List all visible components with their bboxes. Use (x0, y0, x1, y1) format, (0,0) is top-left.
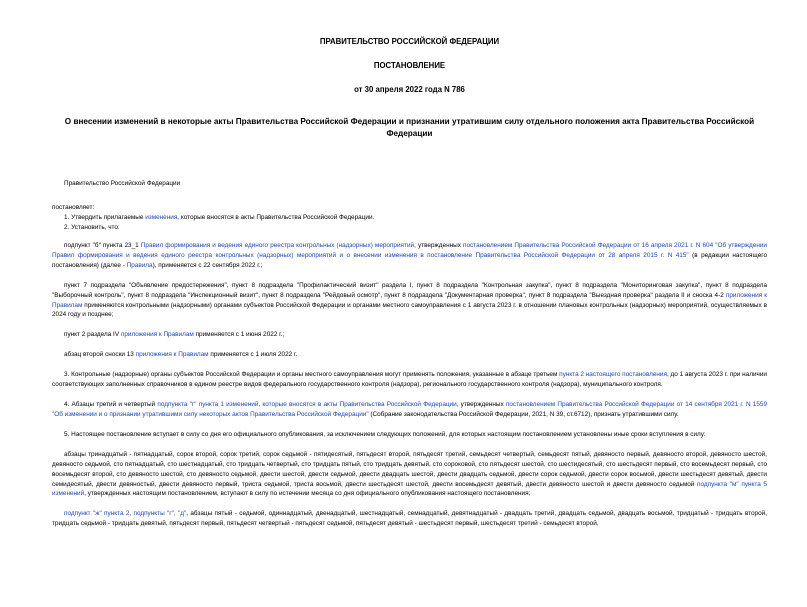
text: пункт 7 подраздела "Объявление предостережения", пункт 8 подраздела "Профилактический визит" раздела I, пункт 8 подраздела "Контрольная закупка", пункт 8 подраздела "Мониторинговая закупка", пункт 8 подраздела "Выборочный контроль", пункт 8 подраздела "Инспекционный визит", пункт 8 подраздела "Рейдовый осмотр", пункт 8 подраздела "Документарная проверка", пункт 8 подраздела "Выездная проверка" раздела II и сноска 4-2 (52, 281, 767, 299)
paragraph-2: 2. Установить, что: (64, 223, 120, 231)
decrees-line: постановляет: (52, 204, 95, 212)
text: , утвержденных (414, 241, 463, 249)
paragraph-6 (52, 350, 767, 360)
text: (Собрание законодательства Российской Федерации, 2021, N 39, ст.6712), признать утратившими силу. (368, 410, 679, 418)
link-subpoint-m[interactable]: подпункта "м" пункта 5 изменений (52, 480, 767, 498)
link-rules-appendix[interactable]: приложения к Правилам (135, 351, 209, 359)
text: применяется с 1 июля 2022 г. (208, 351, 298, 359)
text: , которые вносятся в акты Правительства Российской Федерации. (177, 214, 375, 222)
document-type-heading: ПОСТАНОВЛЕНИЕ (373, 61, 446, 71)
paragraph-1 (52, 213, 767, 223)
text: , утвержденных (456, 401, 506, 409)
document-page (0, 36, 807, 607)
paragraph-10 (52, 450, 767, 500)
link-subpoint-g[interactable]: подпункта "г" пункта 1 изменений, которые вносятся в акты Правительства Российской Федерации (157, 401, 457, 409)
link-resolution-604[interactable]: постановлением Правительства Российской Федерации от 16 апреля 2021 г. N 604 "Об утверждении Правил формирования и ведения единого реестра контрольных (надзорных) мероприятий и о внесении изменения в постановление Правительства Российской Федерации от 28 апреля 2015 г. N 415" (52, 241, 767, 259)
government-line: Правительство Российской Федерации (64, 180, 181, 188)
text: абзацы тринадцатый - пятнадцатый, сорок второй, сорок третий, сорок седьмой - пятидесятый, пятьдесят второй, пятьдесят третий, семьдесят четвертый, семьдесят пятый, девяносто первый, девяносто второй, девяносто шестой, девяносто седьмой, сто пятнадцатый, сто шестнадцатый, сто тридцать четвертый, сто тридцать пятый, сто тридцать девятый, сто сороковой, сто пятьдесят шестой, сто шестидесятый, сто шестьдесят первый, сто восемьдесят первый, сто восемьдесят второй, сто девяносто шестой, сто девяносто седьмой, двести шестой, двести седьмой, двести двадцать шестой, двести двадцать седьмой, двести сорок седьмой, двести сорок восьмой, двести шестьдесят девятый, двести семидесятый, двести девяностый, двести девяносто первый, триста седьмой, триста восьмой, двести шестьдесят шестой, двести восемьдесят девятый, двести девяносто шестой и двести девяносто седьмой (52, 450, 767, 488)
text: , утвержденных настоящим постановлением, вступают в силу по истечении месяца со дня официального опубликования настоящего постановления; (84, 490, 531, 498)
paragraph-9: 5. Настоящее постановление вступает в силу со дня его официального опубликования, за исключением следующих положений, для которых настоящим постановлением установлены иные сроки вступления в силу: (64, 430, 706, 438)
paragraph-11 (52, 509, 767, 529)
paragraph-5 (52, 330, 767, 340)
paragraph-7 (52, 370, 767, 390)
link-point-2[interactable]: пункта 2 настоящего постановления (559, 371, 667, 379)
link-changes[interactable]: изменения (145, 214, 178, 222)
text: 3. Контрольные (надзорные) органы субъектов Российской Федерации и органы местного самоуправления могут применять положения, указанные в абзаце третьем (64, 371, 560, 379)
text: 1. Утвердить прилагаемые (64, 214, 146, 222)
link-rules-appendix[interactable]: приложения к Правилам (120, 331, 194, 339)
link-rules-short[interactable]: Правила (126, 261, 153, 269)
text: применяется с 1 июня 2022 г.; (193, 331, 285, 339)
link-subpoint-zh[interactable]: подпункт "ж" пункта 2, подпункты "г", "д" (64, 510, 187, 518)
link-resolution-1559[interactable]: постановлением Правительства Российской Федерации от 14 сентября 2021 г. N 1559 "Об изменении и о признании утратившими силу некоторых актов Правительства Российской Федерации" (52, 401, 768, 418)
paragraph-8 (52, 400, 767, 420)
link-rules-appendix[interactable]: приложения к Правилам (52, 291, 768, 309)
document-title: О внесении изменений в некоторые акты Правительства Российской Федерации и признании утратившим силу отдельного положения акта Правительства Российской Федерации (64, 117, 755, 138)
text: , до 1 августа 2023 г. при наличии соответствующих заполненных справочников в едином реестре видов федерального государственного контроля (надзора), регионального государственного контроля (надзора), муниципального контроля. (52, 371, 768, 389)
text: , абзацы пятый - седьмой, одиннадцатый, двенадцатый, шестнадцатый, семнадцатый, девятнадцатый - двадцать третий, двадцать седьмой, двадцать восьмой, тридцатый - тридцать второй, тридцать седьмой - тридцать девятый, пятьдесят первый, пятьдесят четвертый - пятьдесят седьмой, пятьдесят девятый - шестьдесят первый, шестьдесят третий - семьдесят второй, (52, 510, 767, 528)
issuer-heading: ПРАВИТЕЛЬСТВО РОССИЙСКОЙ ФЕДЕРАЦИИ (319, 37, 500, 46)
text: 4. Абзацы третий и четвертый (64, 401, 158, 409)
text: (в редакции настоящего постановления) (далее - (52, 251, 767, 269)
document-date-heading: от 30 апреля 2022 года N 786 (354, 85, 465, 95)
text: ), применяется с 22 сентября 2022 г.; (152, 261, 263, 269)
text: подпункт "б" пункта 23_1 (64, 241, 141, 249)
paragraph-3 (52, 241, 767, 271)
paragraph-4 (52, 281, 767, 321)
text: пункт 2 раздела IV (64, 331, 121, 339)
text: абзац второй сноски 13 (64, 351, 136, 359)
link-rules[interactable]: Правил формирования и ведения единого реестра контрольных (надзорных) мероприятий (140, 241, 415, 249)
text: применяются контрольными (надзорными) органами субъектов Российской Федерации и органами местного самоуправления с 1 августа 2023 г. в отношении плановых контрольных (надзорных) мероприятий, осуществляемых в 2024 году и позднее; (52, 301, 767, 319)
